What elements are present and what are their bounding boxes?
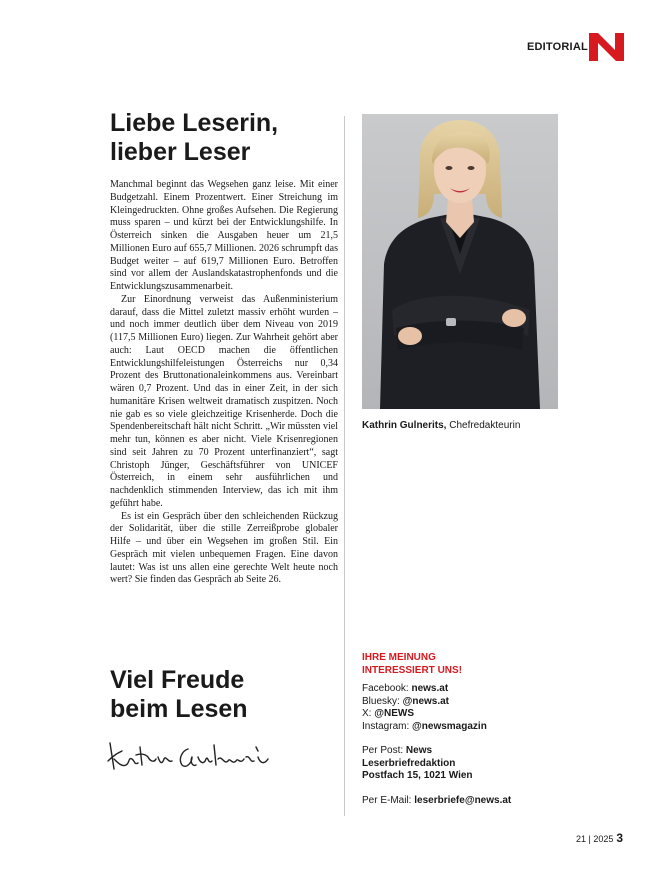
editorial-title: [110, 109, 330, 167]
contact-bluesky: Bluesky: @news.at: [362, 695, 450, 707]
portrait-photo: [362, 114, 558, 409]
contact-facebook: Facebook: news.at: [362, 683, 449, 694]
editorial-paragraph: Zur Einordnung verweist das Außenministerium darauf, dass die Mittel zuletzt massiv erhöht wurden – und noch immer deutlich über dem Niveau von 2019 (117,5 Millionen Euro) liegen. Zur Wahrheit gehört aber auch: Laut OECD machen die öffentlichen Entwicklungshilfeleistungen Österreichs nur 0,34 Prozent des Bruttonationaleinkommens aus. Vereinbart wären 0,7 Prozent. Und das in einer Zeit, in der sich humanitäre Krisen weltweit dramatisch zuspitzen. Noch nie gab es so viele gleichzeitige Krisenherde. Doch die Spendenbereitschaft hält nicht Schritt. „Wir müssten viel mehr tun, können es aber nicht. Viele Krisenregionen sind seit Jahren zu 70 Prozent unterfinanziert“, sagt Christoph Jünger, Geschäftsführer von UNICEF Österreich, in einem sehr ausführlichen und nachdenklich stimmenden Interview, das ich mit ihm geführt habe.: [110, 293, 338, 509]
bluesky-link[interactable]: @news.at: [402, 695, 450, 707]
caption-role: Chefredakteurin: [446, 420, 521, 431]
closing-heading: [110, 666, 330, 724]
post-name: News: [405, 745, 433, 756]
editorial-body: [110, 179, 338, 587]
instagram-link[interactable]: @newsmagazin: [412, 720, 487, 732]
editorial-paragraph: Manchmal beginnt das Wegsehen ganz leise. Mit einer Budgetzahl. Einem Prozentwert. Einer Streichung im Kleingedruckten. Ohne großes Aufsehen. Die Regierung muss sparen – und kürzt bei der Entwicklungshilfe. In Österreich sinken die Ausgaben heuer um 21,5 Millionen Euro auf 655,7 Millionen. 2026 schrumpft das Budget weiter – auf 619,7 Millionen Euro. Betroffen sind vor allem der Auslandskatastrophenfonds und die Entwicklungszusammenarbeit.: [110, 179, 338, 292]
closing-heading-line: Viel Freude: [110, 666, 245, 694]
contact-email: Per E-Mail: leserbriefe@news.at: [362, 794, 512, 806]
portrait-illustration: [362, 114, 558, 409]
contact-instagram: Instagram: @newsmagazin: [362, 720, 487, 732]
facebook-link[interactable]: news.at: [411, 683, 449, 694]
post-department: Leserbriefredaktion: [362, 757, 456, 769]
x-link[interactable]: @NEWS: [374, 708, 414, 719]
contact-heading-line: IHRE MEINUNG: [362, 652, 436, 663]
photo-caption: [362, 419, 602, 432]
contact-box: [362, 652, 602, 807]
email-link[interactable]: leserbriefe@news.at: [414, 794, 512, 806]
section-label: EDITORIAL: [527, 41, 588, 53]
editorial-paragraph: Es ist ein Gespräch über den schleichenden Rückzug der Solidarität, über die stille Zerreißprobe globaler Hilfe – und über ein Wegsehen im großen Stil. Ein Gespräch mit vielen unbequemen Fragen. Eine davon lautet: Was ist uns allen eine gerechte Welt heute noch wert? Sie finden das Gespräch ab Seite 26.: [110, 510, 338, 586]
contact-x: X: @NEWS: [362, 708, 414, 719]
issue-number: 21 | 2025: [576, 834, 614, 844]
editorial-title-line: Liebe Leserin,: [110, 109, 279, 137]
closing-heading-line: beim Lesen: [110, 695, 248, 723]
caption-name: Kathrin Gulnerits,: [362, 420, 447, 431]
news-logo-icon: [589, 33, 624, 61]
post-address: Postfach 15, 1021 Wien: [362, 770, 473, 781]
page-footer: [576, 832, 623, 845]
contact-post: Per Post: News: [362, 745, 433, 756]
editorial-title-line: lieber Leser: [110, 138, 251, 166]
page-number: 3: [616, 831, 624, 845]
column-divider: [344, 116, 345, 816]
signature-image: [104, 735, 274, 779]
contact-heading-line: INTERESSIERT UNS!: [362, 664, 463, 676]
